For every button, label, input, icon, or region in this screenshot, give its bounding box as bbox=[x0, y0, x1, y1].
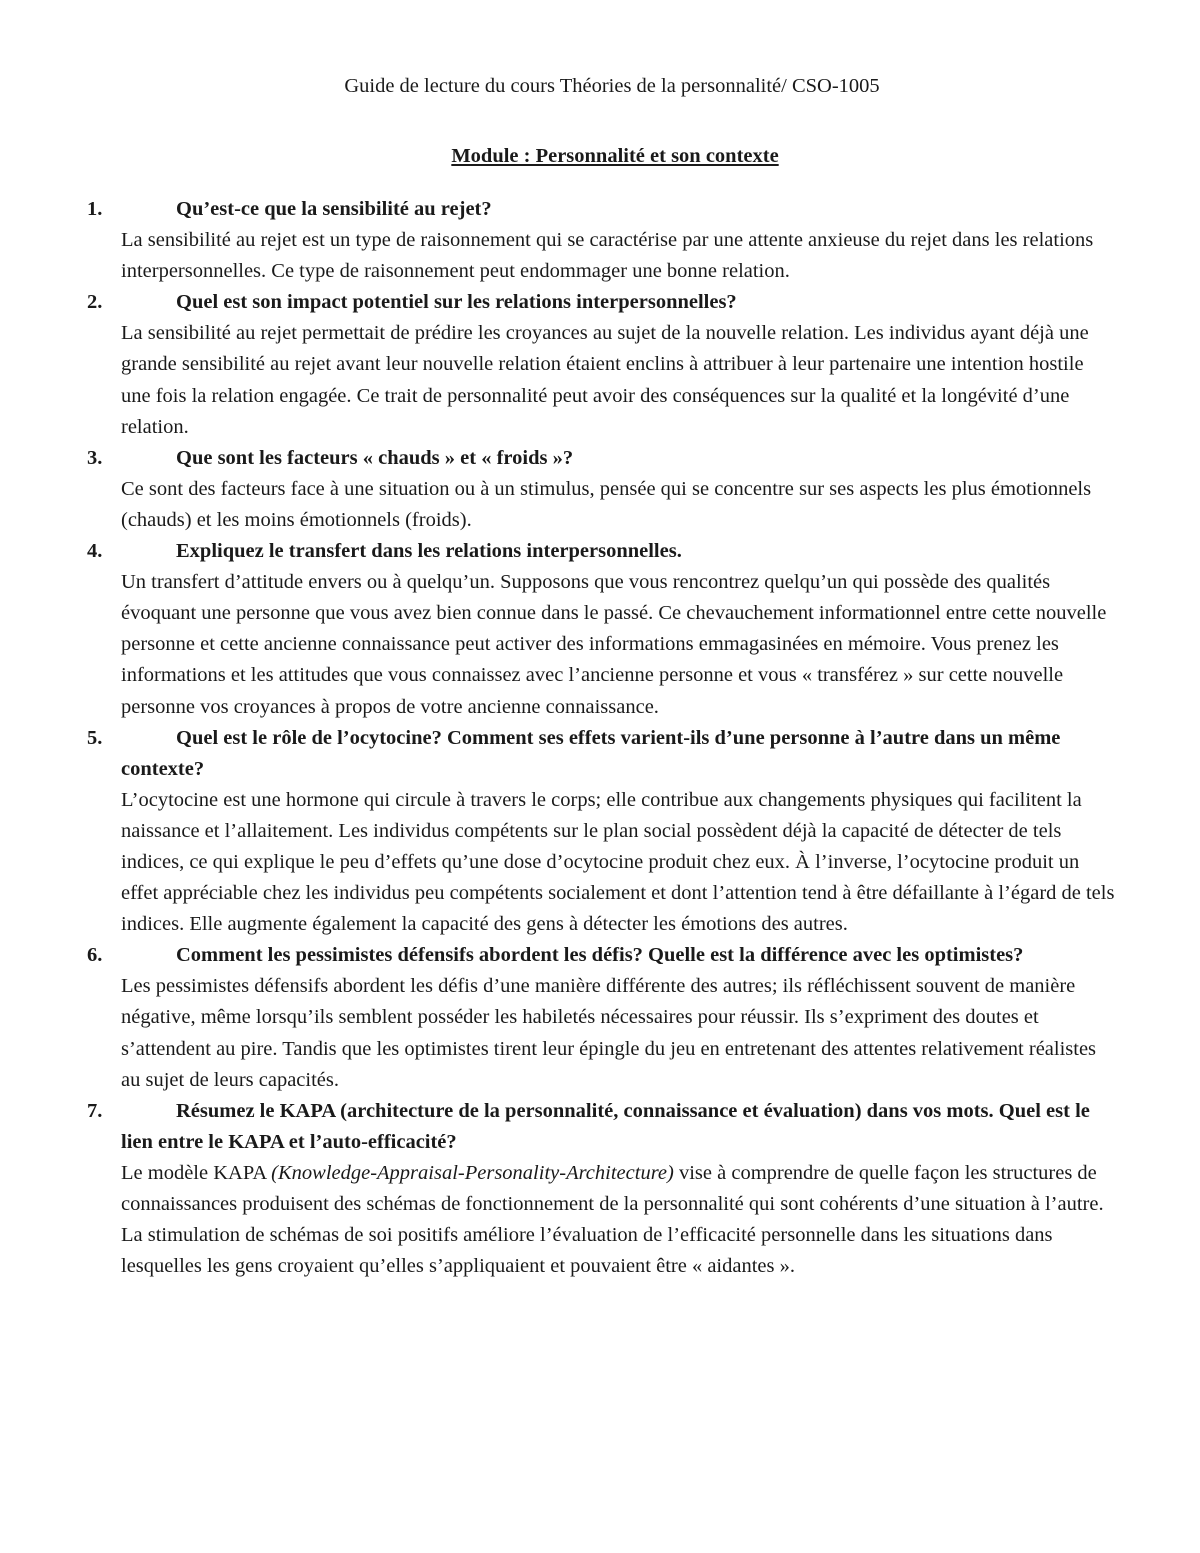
answer-4: Un transfert d’attitude envers ou à quelqu’un. Supposons que vous rencontrez quelqu’un qui possède des qualités évoquant une personne que vous avez bien connue dans le passé. Ce chevauchement informationnel entre cette nouvelle personne et cette ancienne connaissance peut activer des informations emmagasinées en mémoire. Vous prenez les informations et les attitudes que vous connaissez avec l’ancienne personne et vous « transférez » sur cette nouvelle personne vos croyances à propos de votre ancienne connaissance. bbox=[121, 571, 1107, 718]
answer-text-end: vise à comprendre de quelle façon les structures de connaissances produisent des schémas de fonctionnement de la personnalité qui sont cohérents d’une situation à l’autre. La stimulation de schémas de soi positifs améliore l’évaluation de l’efficacité personnelle dans les situations dans lesquelles les gens croyaient qu’elles s’appliquaient et pouvaient être « aidantes ». bbox=[121, 1161, 1104, 1278]
question-number: 1. bbox=[87, 198, 103, 220]
question-text: Quel est le rôle de l’ocytocine? Comment ses effets varient-ils d’une personne à l’autre dans un même contexte? bbox=[121, 726, 1061, 780]
qa-item-5 bbox=[87, 723, 1117, 941]
question-2 bbox=[87, 287, 1117, 318]
question-number: 4. bbox=[87, 540, 103, 563]
question-number: 2. bbox=[87, 291, 103, 314]
answer-2: La sensibilité au rejet permettait de prédire les croyances au sujet de la nouvelle relation. Les individus ayant déjà une grande sensibilité au rejet avant leur nouvelle relation étaient enclins à attribuer à leur partenaire une intention hostile une fois la relation engagée. Ce trait de personnalité peut avoir des conséquences sur la qualité et la longévité d’une relation. bbox=[121, 322, 1089, 438]
qa-item-4 bbox=[87, 536, 1117, 723]
qa-item-7 bbox=[87, 1096, 1117, 1283]
answer-3: Ce sont des facteurs face à une situation ou à un stimulus, pensée qui se concentre sur ses aspects les plus émotionnels (chauds) et les moins émotionnels (froids). bbox=[121, 477, 1092, 531]
answer-5: L’ocytocine est une hormone qui circule à travers le corps; elle contribue aux changements physiques qui facilitent la naissance et l’allaitement. Les individus compétents sur le plan social possèdent déjà la capacité de détecter de tels indices, ce qui explique le peu d’effets qu’une dose d’ocytocine produit chez eux. À l’inverse, l’ocytocine produit un effet appréciable chez les individus peu compétents socialement et dont l’attention tend à être défaillante à l’égard de tels indices. Elle augmente également la capacité des gens à détecter les émotions des autres. bbox=[121, 788, 1115, 936]
question-number: 6. bbox=[87, 944, 103, 967]
module-title: Module : Personnalité et son contexte bbox=[451, 145, 779, 167]
question-5 bbox=[87, 723, 1117, 785]
question-3 bbox=[87, 443, 1117, 474]
qa-item-2 bbox=[87, 287, 1117, 442]
qa-item-6 bbox=[87, 940, 1117, 1095]
question-1 bbox=[87, 194, 1117, 225]
question-7 bbox=[87, 1096, 1117, 1158]
qa-item-1 bbox=[87, 194, 1117, 287]
answer-text-start: Le modèle KAPA bbox=[121, 1161, 272, 1184]
question-4 bbox=[87, 536, 1117, 567]
question-answer-list bbox=[87, 194, 1117, 1282]
answer-7 bbox=[87, 1158, 1117, 1282]
question-number: 5. bbox=[87, 726, 103, 749]
question-text: Résumez le KAPA (architecture de la personnalité, connaissance et évaluation) dans vos mots. Quel est le lien entre le KAPA et l’auto-efficacité? bbox=[121, 1099, 1090, 1153]
question-number: 7. bbox=[87, 1099, 103, 1122]
question-text: Expliquez le transfert dans les relations interpersonnelles. bbox=[176, 540, 682, 563]
answer-1: La sensibilité au rejet est un type de raisonnement qui se caractérise par une attente anxieuse du rejet dans les relations interpersonnelles. Ce type de raisonnement peut endommager une bonne relation. bbox=[121, 229, 1094, 283]
question-text: Qu’est-ce que la sensibilité au rejet? bbox=[176, 198, 492, 220]
question-text: Comment les pessimistes défensifs abordent les défis? Quelle est la différence avec les optimistes? bbox=[176, 944, 1024, 967]
document-header: Guide de lecture du cours Théories de la personnalité/ CSO-1005 bbox=[344, 75, 880, 97]
answer-italic-term: (Knowledge-Appraisal-Personality-Architecture) bbox=[271, 1161, 674, 1184]
question-6 bbox=[87, 940, 1117, 971]
question-text: Que sont les facteurs « chauds » et « froids »? bbox=[176, 446, 574, 469]
qa-item-3 bbox=[87, 443, 1117, 536]
answer-6: Les pessimistes défensifs abordent les défis d’une manière différente des autres; ils réfléchissent souvent de manière négative, même lorsqu’ils semblent posséder les habiletés nécessaires pour réussir. Ils s’expriment des doutes et s’attendent au pire. Tandis que les optimistes tirent leur épingle du jeu en entretenant des attentes relativement réalistes au sujet de leurs capacités. bbox=[121, 975, 1097, 1091]
question-text: Quel est son impact potentiel sur les relations interpersonnelles? bbox=[176, 291, 737, 314]
question-number: 3. bbox=[87, 446, 103, 469]
